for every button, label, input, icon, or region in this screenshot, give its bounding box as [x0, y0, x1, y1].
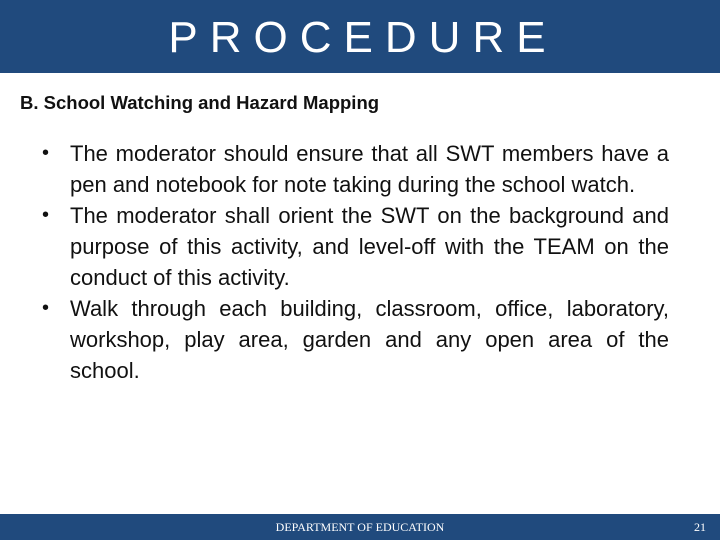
bullet-marker: •	[42, 204, 50, 226]
bullet-marker: •	[42, 142, 50, 164]
slide-title: PROCEDURE	[168, 13, 558, 62]
bullet-item-3	[42, 293, 669, 386]
bullet-marker: •	[42, 297, 50, 319]
bullet-text-3: Walk through each building, classroom, office, laboratory, workshop, play area, garden and any open area of the school.	[70, 296, 669, 383]
footer-department: DEPARTMENT OF EDUCATION	[275, 520, 445, 534]
bullet-item-2	[42, 200, 669, 293]
bullet-list	[42, 138, 669, 386]
bullet-text-2: The moderator shall orient the SWT on the background and purpose of this activity, and level-off with the TEAM on the conduct of this activity.	[70, 203, 669, 290]
bullet-text-1: The moderator should ensure that all SWT members have a pen and notebook for note taking during the school watch.	[70, 141, 669, 197]
page-number: 21	[694, 520, 706, 534]
section-heading: B. School Watching and Hazard Mapping	[20, 92, 380, 113]
bullet-item-1	[42, 138, 669, 200]
